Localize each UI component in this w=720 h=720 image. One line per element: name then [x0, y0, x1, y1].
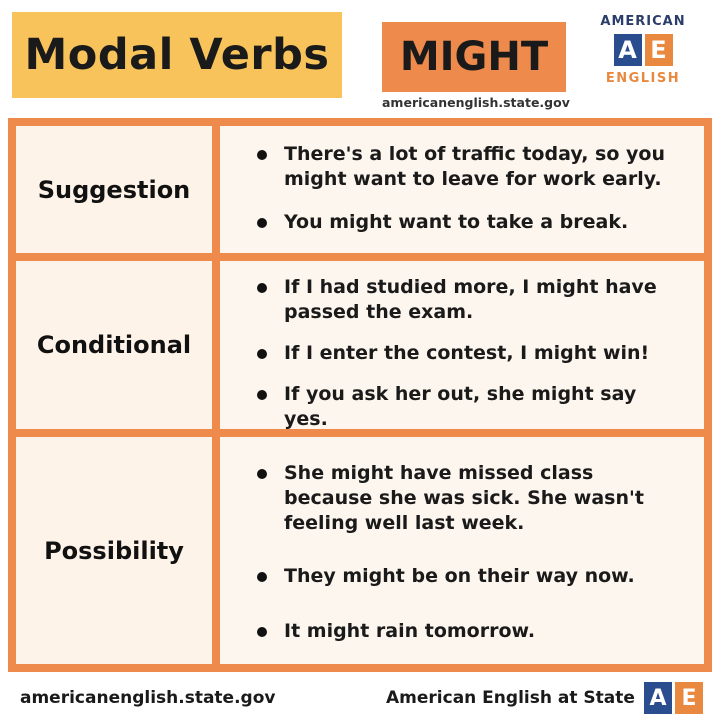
- title-banner: [12, 12, 342, 98]
- example-sentence: You might want to take a break.: [284, 210, 676, 235]
- footer-url: americanenglish.state.gov: [20, 688, 276, 708]
- footer-brand: American English at State: [386, 688, 635, 708]
- verb-title: MIGHT: [399, 34, 549, 80]
- logo-letter-a: A: [614, 34, 642, 66]
- row-label-possibility: Possibility: [16, 437, 212, 664]
- table-row: [16, 261, 704, 429]
- example-sentence: If you ask her out, she might say yes.: [284, 382, 676, 432]
- logo-bottom-text: ENGLISH: [605, 71, 681, 86]
- example-sentence: It might rain tomorrow.: [284, 619, 676, 644]
- example-sentence: They might be on their way now.: [284, 564, 676, 589]
- examples-cell: [220, 126, 704, 253]
- header: [0, 0, 720, 118]
- table-row: [16, 437, 704, 664]
- example-sentence: If I enter the contest, I might win!: [284, 341, 676, 366]
- header-url: americanenglish.state.gov: [382, 95, 570, 110]
- examples-cell: [220, 261, 704, 429]
- table-row: [16, 126, 704, 253]
- logo-top-text: AMERICAN: [600, 14, 686, 29]
- logo-letters: [600, 34, 686, 66]
- american-english-logo: [600, 14, 686, 100]
- example-sentence: If I had studied more, I might have passed the exam.: [284, 275, 676, 325]
- footer-logo-letter-e: E: [675, 682, 703, 714]
- examples-cell: [220, 437, 704, 664]
- logo-letter-e: E: [645, 34, 673, 66]
- verb-banner: [382, 22, 566, 92]
- footer: [0, 678, 720, 720]
- page-title: Modal Verbs: [24, 30, 330, 80]
- example-sentence: There's a lot of traffic today, so you might want to leave for work early.: [284, 142, 676, 192]
- footer-logo-letter-a: A: [644, 682, 672, 714]
- row-label-suggestion: Suggestion: [16, 126, 212, 253]
- row-label-conditional: Conditional: [16, 261, 212, 429]
- usage-table: [8, 118, 712, 672]
- footer-logo: [644, 682, 703, 714]
- example-sentence: She might have missed class because she was sick. She wasn't feeling well last week.: [284, 461, 676, 536]
